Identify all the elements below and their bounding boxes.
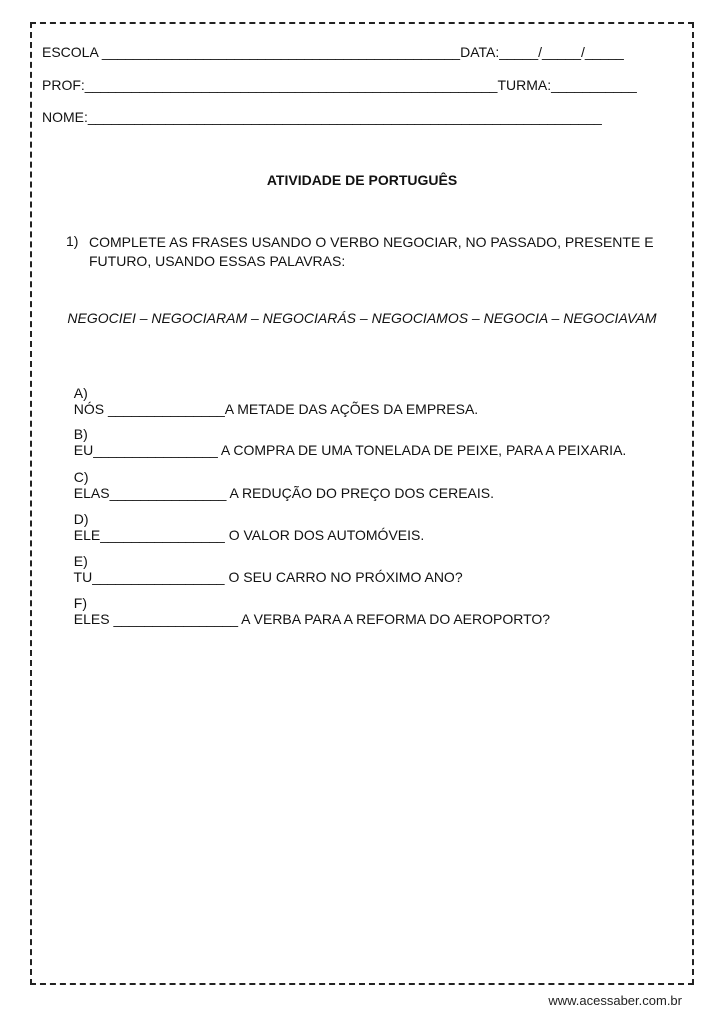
question-number: 1) xyxy=(66,233,79,249)
item-label: E) xyxy=(73,553,88,569)
escola-date-line[interactable]: ESCOLA ______________________________________________DATA:_____/_____/_____ xyxy=(42,44,624,60)
exercise-item-d[interactable] xyxy=(66,495,424,543)
item-text: ELES ________________ A VERBA PARA A REFORMA DO AEROPORTO? xyxy=(73,611,551,627)
item-label: C) xyxy=(73,469,89,485)
prof-turma-line[interactable]: PROF:_____________________________________________________TURMA:___________ xyxy=(42,77,637,93)
exercise-item-f[interactable] xyxy=(66,579,550,627)
word-bank: NEGOCIEI – NEGOCIARAM – NEGOCIARÁS – NEGOCIAMOS – NEGOCIA – NEGOCIAVAM xyxy=(67,310,657,326)
item-text: TU_________________ O SEU CARRO NO PRÓXIMO ANO? xyxy=(73,569,463,585)
exercise-item-e[interactable] xyxy=(66,537,463,585)
question-text: COMPLETE AS FRASES USANDO O VERBO NEGOCIAR, NO PASSADO, PRESENTE E FUTURO, USANDO ESSAS PALAVRAS: xyxy=(89,234,654,269)
item-label: F) xyxy=(73,595,87,611)
item-text: NÓS _______________A METADE DAS AÇÕES DA EMPRESA. xyxy=(73,401,479,417)
nome-line[interactable]: NOME:__________________________________________________________________ xyxy=(42,109,602,125)
exercise-item-b[interactable] xyxy=(66,410,626,458)
item-label: B) xyxy=(73,426,88,442)
item-label: A) xyxy=(73,385,88,401)
item-text: ELAS_______________ A REDUÇÃO DO PREÇO DOS CEREAIS. xyxy=(73,485,494,501)
item-label: D) xyxy=(73,511,89,527)
item-text: ELE________________ O VALOR DOS AUTOMÓVEIS. xyxy=(73,527,425,543)
exercise-item-c[interactable] xyxy=(66,453,494,501)
page-title: ATIVIDADE DE PORTUGUÊS xyxy=(266,172,458,188)
item-text: EU________________ A COMPRA DE UMA TONELADA DE PEIXE, PARA A PEIXARIA. xyxy=(73,442,627,458)
footer-website[interactable]: www.acessaber.com.br xyxy=(548,993,682,1008)
